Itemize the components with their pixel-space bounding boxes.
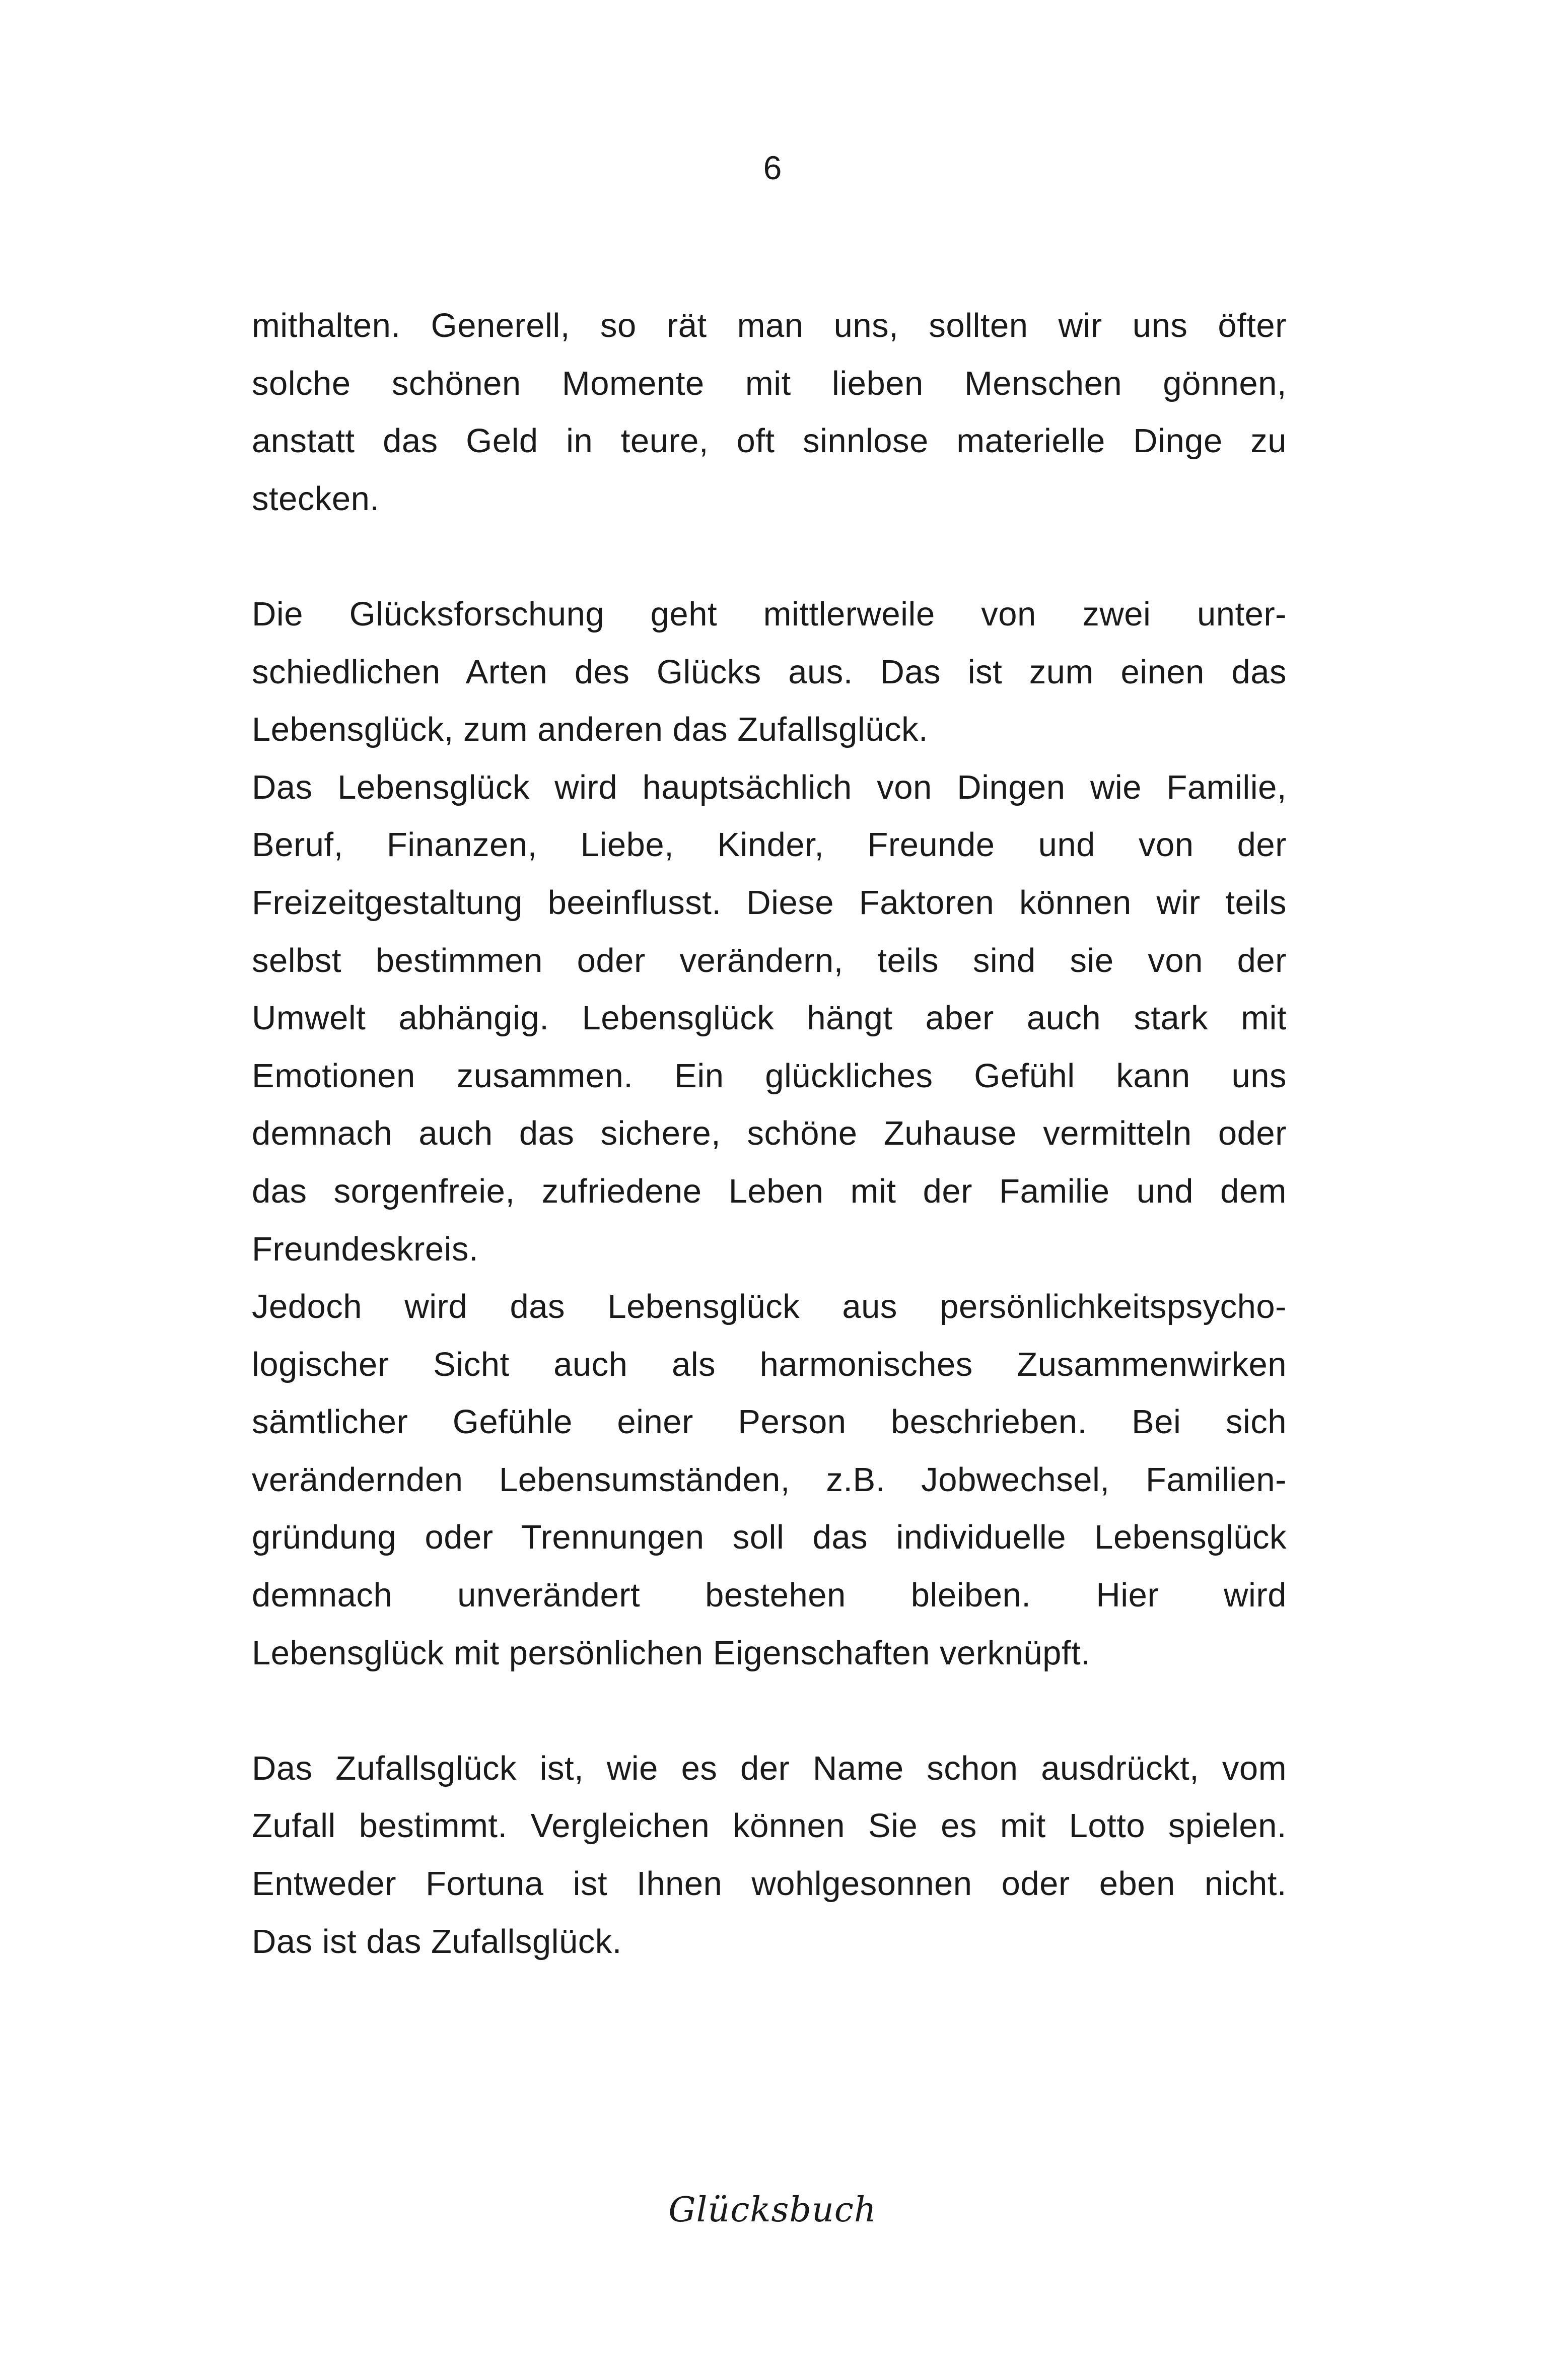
text-line: Lebensglück, zum anderen das Zufallsglück. [252, 711, 929, 749]
paragraph [252, 759, 1287, 1278]
text-line: anstatt das Geld in teure, oft sinnlose materielle Dinge zu [252, 422, 1287, 460]
text-line: selbst bestimmen oder verändern, teils sind sie von der [252, 941, 1287, 979]
text-line: Das ist das Zufallsglück. [252, 1922, 622, 1961]
text-line: verändernden Lebensumständen, z.B. Jobwechsel, Familien- [252, 1460, 1287, 1499]
text-line: Das Zufallsglück ist, wie es der Name schon ausdrückt, vom [252, 1749, 1287, 1787]
text-line: Das Lebensglück wird hauptsächlich von Dingen wie Familie, [252, 768, 1287, 806]
text-line: demnach auch das sichere, schöne Zuhause vermitteln oder [252, 1114, 1287, 1153]
text-line: Emotionen zusammen. Ein glückliches Gefühl kann uns [252, 1057, 1287, 1095]
page-number: 6 [763, 149, 782, 186]
text-line: Zufall bestimmt. Vergleichen können Sie es mit Lotto spielen. [252, 1807, 1287, 1845]
paragraph-gap [252, 1682, 1287, 1740]
text-line: sämtlicher Gefühle einer Person beschrieben. Bei sich [252, 1403, 1287, 1441]
body-text [252, 297, 1287, 1971]
text-line: Umwelt abhängig. Lebensglück hängt aber auch stark mit [252, 999, 1287, 1037]
text-line: Die Glücksforschung geht mittlerweile von zwei unter- [252, 595, 1287, 633]
paragraph-gap [252, 528, 1287, 586]
text-line: schiedlichen Arten des Glücks aus. Das ist zum einen das [252, 653, 1287, 691]
paragraph [252, 297, 1287, 528]
paragraph [252, 1740, 1287, 1971]
text-line: Entweder Fortuna ist Ihnen wohlgesonnen oder eben nicht. [252, 1865, 1287, 1903]
text-line: logischer Sicht auch als harmonisches Zusammenwirken [252, 1345, 1287, 1383]
paragraph [252, 1278, 1287, 1682]
text-line: Freundeskreis. [252, 1230, 479, 1268]
text-line: stecken. [252, 479, 380, 518]
text-line: das sorgenfreie, zufriedene Leben mit der Familie und dem [252, 1172, 1287, 1210]
text-line: Freizeitgestaltung beeinflusst. Diese Faktoren können wir teils [252, 883, 1287, 922]
text-line: Lebensglück mit persönlichen Eigenschaften verknüpft. [252, 1634, 1091, 1672]
text-line: mithalten. Generell, so rät man uns, sollten wir uns öfter [252, 307, 1287, 344]
running-footer-title: Glücksbuch [668, 2190, 877, 2230]
text-line: solche schönen Momente mit lieben Menschen gönnen, [252, 364, 1287, 402]
text-line: demnach unverändert bestehen bleiben. Hier wird [252, 1576, 1287, 1615]
text-line: Beruf, Finanzen, Liebe, Kinder, Freunde und von der [252, 826, 1287, 864]
text-line: Jedoch wird das Lebensglück aus persönlichkeitspsycho- [252, 1288, 1287, 1326]
text-line: gründung oder Trennungen soll das individuelle Lebensglück [252, 1518, 1287, 1557]
paragraph [252, 586, 1287, 759]
